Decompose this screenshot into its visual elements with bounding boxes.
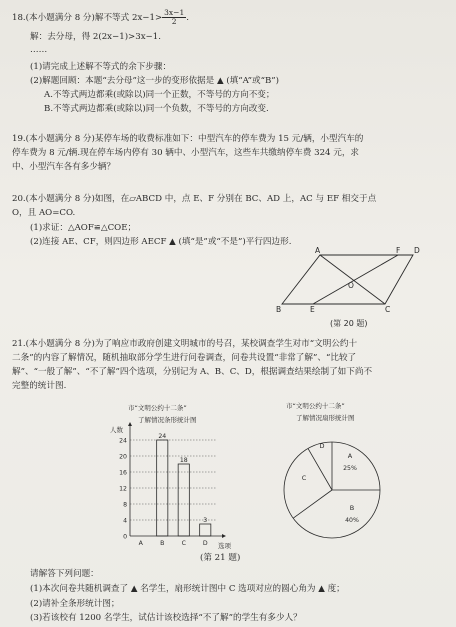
y-tick-label: 4	[123, 517, 127, 525]
y-tick-label: 20	[119, 453, 127, 461]
bar-value-label: 18	[179, 457, 188, 464]
q19-line3: 中、小型汽车各有多少辆？	[12, 162, 116, 172]
x-tick-label: A	[138, 540, 143, 547]
bar-chart-subtitle: 了解情况条形统计图	[138, 416, 197, 424]
label-a: A	[315, 246, 321, 255]
bar-chart-ylabel: 人数	[110, 426, 123, 434]
bar-value-label: 24	[158, 433, 167, 440]
q21-prompt: 请解答下列问题：	[30, 569, 99, 579]
y-tick-label: 0	[123, 533, 127, 541]
q18-part1: (1)请完成上述解不等式的余下步骤：	[30, 62, 172, 72]
q21-part2: (2)请补全条形统计图；	[30, 599, 120, 609]
pie-chart-title: 市“文明公约十二条”	[286, 402, 345, 410]
q18-option-b: B.不等式两边都乘(或除以)同一个负数，不等号的方向改变.	[44, 104, 269, 114]
diagonal-ac	[320, 255, 385, 304]
bar-chart-xlabel: 选项	[218, 542, 231, 550]
q19-line1: 19.(本小题满分 8 分)某停车场的收费标准如下：中型汽车的停车费为 15 元/辆，小型汽车的	[12, 134, 364, 144]
pie-divider	[293, 490, 332, 518]
x-tick-label: C	[181, 540, 186, 547]
pie-chart-subtitle: 了解情况扇形统计图	[296, 414, 355, 422]
q21-line3: 解”、“一般了解”、“不了解”四个选项，分别记为 A、B、C、D，根据调查结果绘制了如下尚不	[12, 367, 373, 377]
q19-line2: 停车费为 8 元/辆.现在停车场内停有 30 辆中、小型汽车，这些车共缴纳停车费 324 元，求	[12, 148, 360, 158]
x-tick-label: B	[160, 540, 165, 547]
pie-slice-label-c: C	[301, 474, 307, 482]
y-tick-label: 12	[119, 485, 127, 493]
segment-ef	[313, 255, 398, 304]
y-tick-label: 16	[119, 469, 127, 477]
pie-slice-label-b: B	[349, 504, 355, 512]
y-tick-label: 24	[119, 437, 127, 445]
q21-part3: (3)若该校有 1200 名学生，试估计该校选择“不了解”的学生有多少人？	[30, 613, 302, 623]
q21-line1: 21.(本小题满分 8 分)为了响应市政府创建文明城市的号召，某校调查学生对市“文明公约十	[12, 339, 358, 349]
q20-line2: O，且 AO=CO.	[12, 208, 76, 218]
q21-part1: (1)本次问卷共随机调查了 ▲ 名学生，扇形统计图中 C 选项对应的圆心角为 ▲ 度；	[30, 584, 345, 594]
y-tick-label: 8	[123, 501, 127, 509]
bar-d	[200, 524, 211, 536]
pie-slice-pct-a: 25%	[343, 465, 357, 472]
x-tick-label: D	[202, 540, 208, 547]
pie-chart	[270, 398, 420, 568]
label-f: F	[396, 246, 401, 255]
q18-option-a: A.不等式两边都乘(或除以)同一个正数，不等号的方向不变；	[44, 90, 275, 100]
q20-line1: 20.(本小题满分 8 分)如图，在▱ABCD 中，点 E、F 分别在 BC、AD 上，AC 与 EF 相交于点	[12, 194, 377, 204]
parallelogram-abcd	[282, 255, 413, 304]
bar-chart	[108, 398, 258, 568]
q18-dots: ……	[30, 45, 48, 55]
pie-slice-label-d: D	[319, 442, 325, 450]
q18-part2: (2)解题回顾：本题“去分母”这一步的变形依据是 ▲ (填“A”或“B”)	[30, 76, 280, 86]
label-c: C	[385, 305, 391, 314]
x-axis-arrow	[222, 534, 226, 538]
q20-part1: (1)求证：△AOF≌△COE；	[30, 223, 137, 233]
q20-part2: (2)连接 AE、CF，则四边形 AECF ▲ (填“是”或“不是”)平行四边形.	[30, 237, 292, 247]
q18-stem: 18.(本小题满分 8 分)解不等式 2x−1> $\frac{3x-1}{2}$ .	[12, 8, 189, 26]
q18-fraction: $\frac{3x-1}{2}$	[164, 8, 185, 26]
q20-caption: (第 20 题)	[330, 319, 368, 328]
label-d: D	[414, 246, 420, 255]
label-b: B	[276, 305, 282, 314]
q18-step1: 解：去分母，得 2(2x−1)>3x−1.	[30, 32, 161, 42]
q21-line4: 完整的统计图.	[12, 381, 67, 391]
pie-slice-pct-b: 40%	[345, 517, 359, 524]
q21-line2: 二条”的内容了解情况，随机抽取部分学生进行问卷调查，问卷共设置“非常了解”、“比较了	[12, 353, 357, 363]
label-o: O	[348, 281, 354, 290]
bar-value-label: 3	[203, 517, 208, 524]
pie-divider	[308, 448, 332, 490]
parallelogram-figure	[270, 246, 450, 346]
y-axis-arrow	[128, 422, 132, 426]
bar-c	[178, 464, 189, 536]
pie-slice-label-a: A	[347, 452, 353, 460]
q21-caption: (第 21 题)	[200, 553, 241, 563]
bar-chart-title: 市“文明公约十二条”	[128, 404, 187, 412]
label-e: E	[310, 305, 315, 314]
